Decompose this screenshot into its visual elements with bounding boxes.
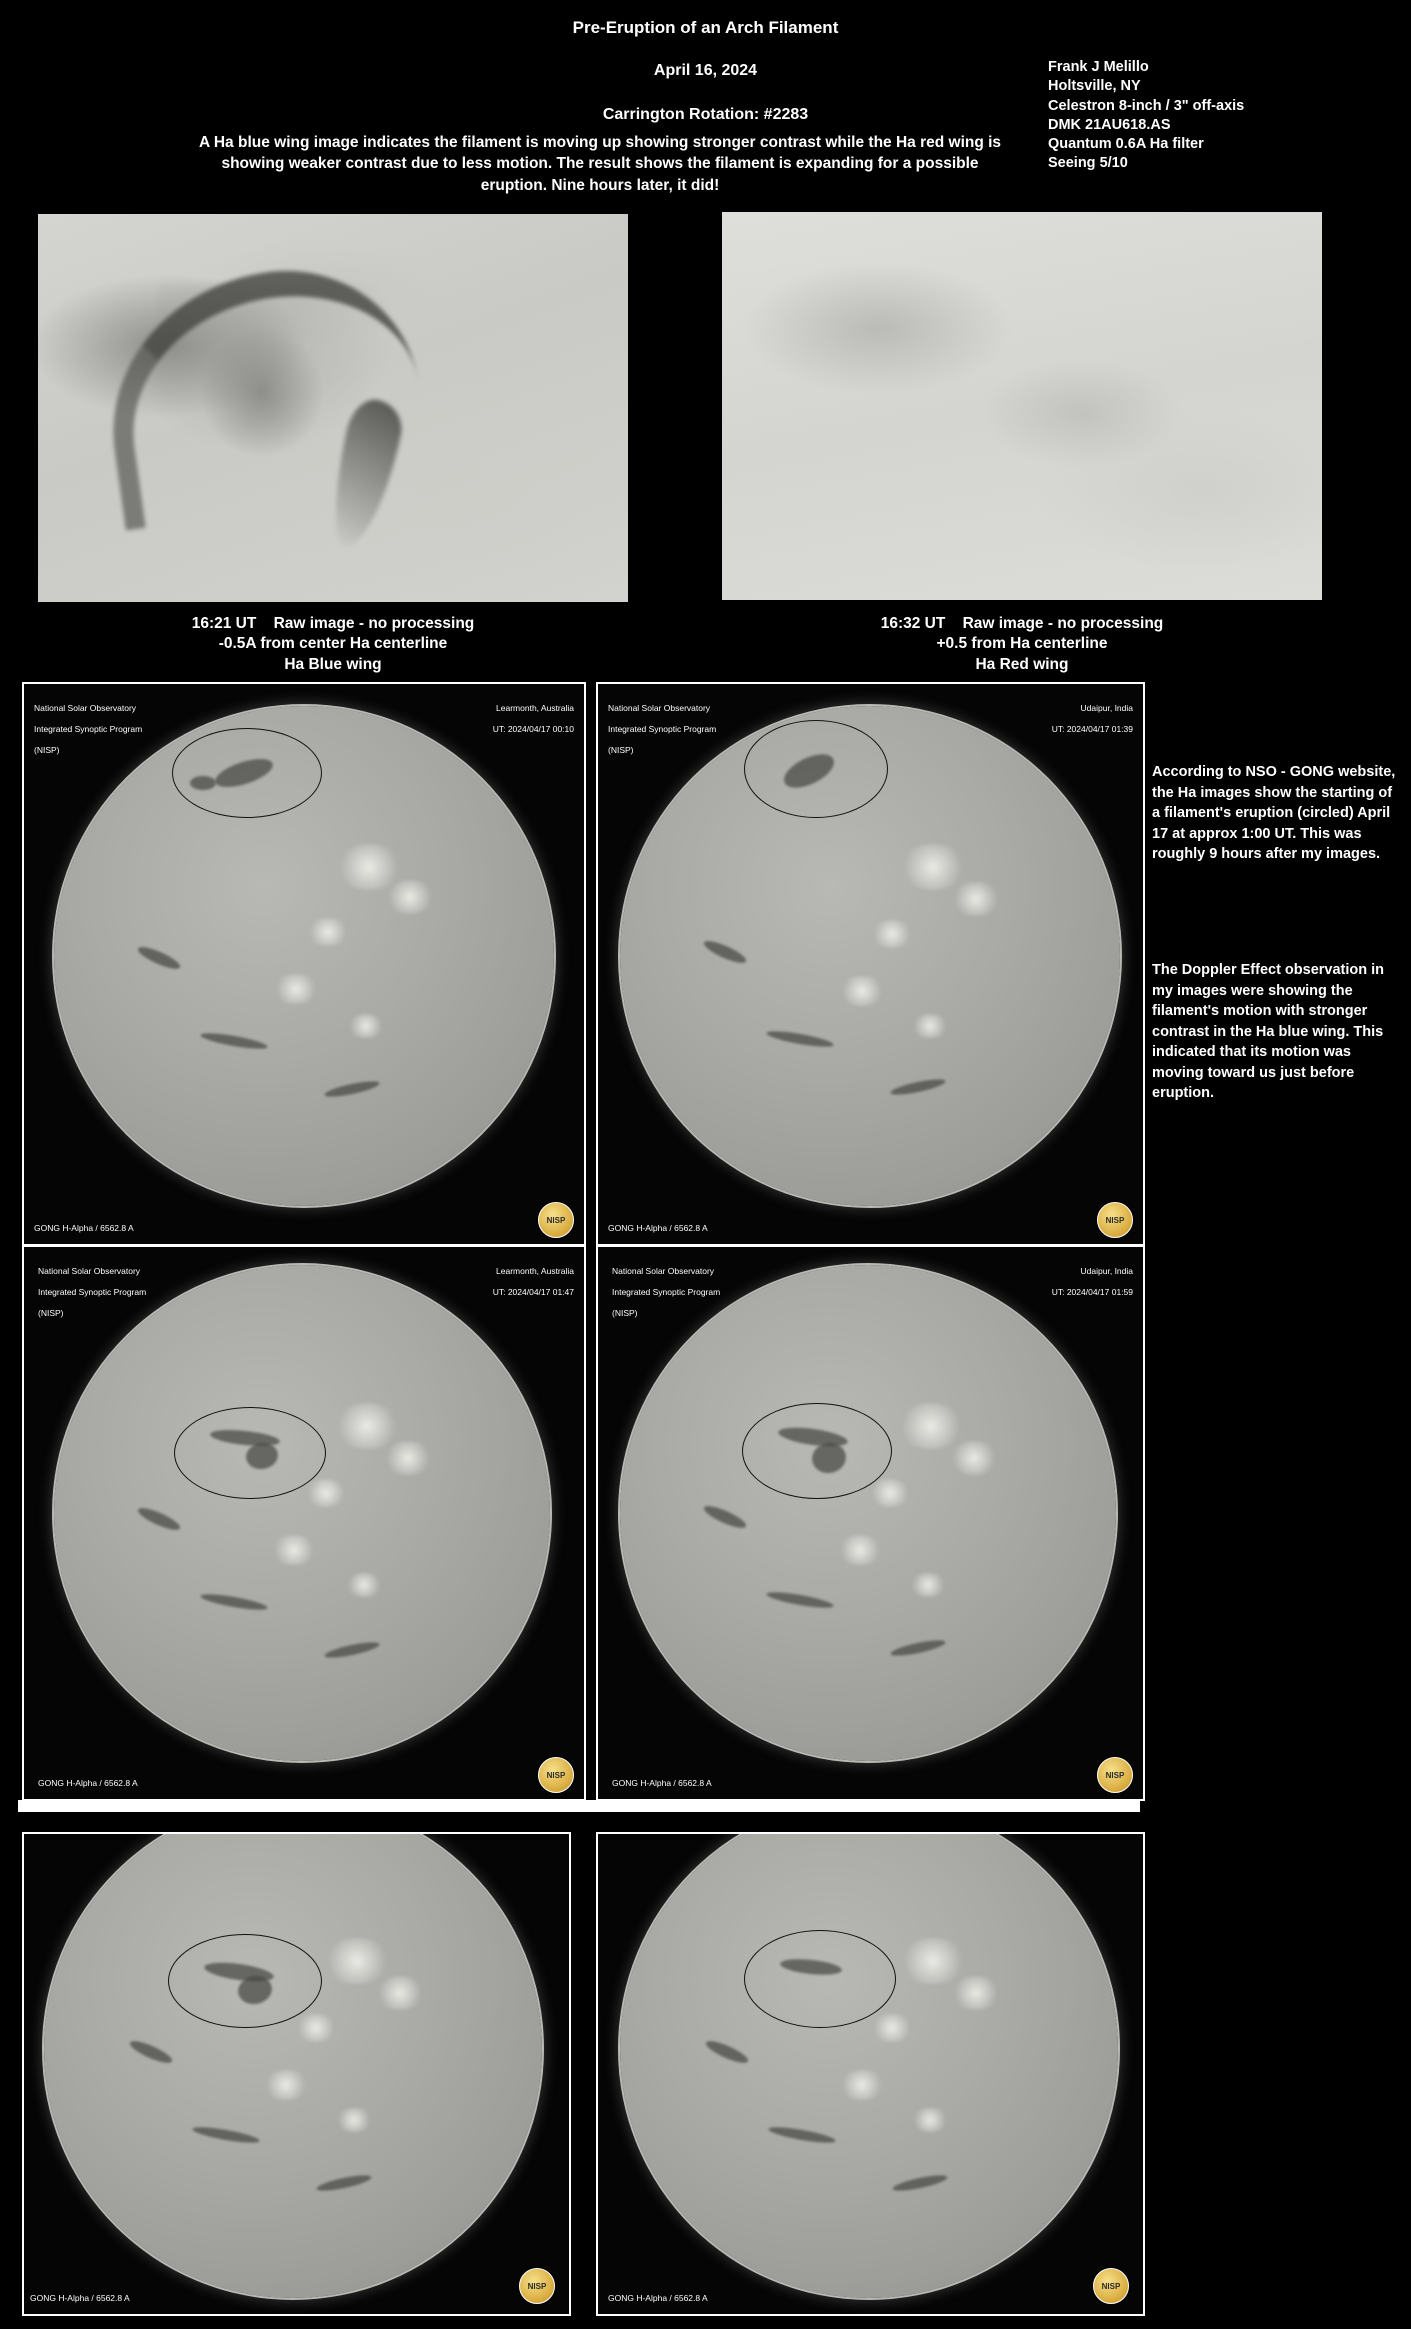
gong-footer-4: GONG H-Alpha / 6562.8 A <box>612 1778 712 1789</box>
plage-region <box>838 976 886 1006</box>
eruption-circle-marker <box>168 1934 322 2028</box>
gong-label-site-1 <box>493 692 574 735</box>
ut-timestamp: UT: 2024/04/17 01:39 <box>1051 723 1133 734</box>
observer-telescope: Celestron 8-inch / 3" off-axis <box>1048 97 1245 114</box>
gong-footer-6: GONG H-Alpha / 6562.8 A <box>608 2293 708 2304</box>
eruption-circle-marker <box>744 720 888 818</box>
plage-region <box>950 882 1002 916</box>
blue-wing-label: Ha Blue wing <box>284 655 382 673</box>
red-wing-solar-surface <box>722 212 1322 600</box>
plage-region <box>870 2014 914 2042</box>
plage-region <box>384 880 436 914</box>
blue-wing-processing: Raw image - no processing <box>273 615 475 632</box>
gong-label-observatory-4 <box>612 1255 720 1319</box>
side-note-doppler: The Doppler Effect observation in my images were showing the filament's motion with stronger contrast in the Ha blue wing. This indicated that its motion was moving toward us just before eruption. <box>1152 962 1385 1102</box>
plage-region <box>306 918 350 946</box>
gong-image-panel-5 <box>22 1832 571 2316</box>
observatory-name: National Solar Observatory <box>38 1265 141 1276</box>
program-acronym: (NISP) <box>608 745 634 756</box>
program-name: Integrated Synoptic Program <box>34 723 143 734</box>
plage-region <box>334 2108 374 2132</box>
gong-footer-2: GONG H-Alpha / 6562.8 A <box>608 1223 708 1234</box>
observatory-name: National Solar Observatory <box>34 702 137 713</box>
blue-wing-solar-surface <box>38 214 628 602</box>
observer-seeing: Seeing 5/10 <box>1048 155 1128 172</box>
plage-region <box>294 2014 338 2042</box>
red-wing-offset: +0.5 from Ha centerline <box>936 635 1108 653</box>
eruption-circle-marker <box>744 1930 896 2028</box>
plage-region <box>344 1573 384 1597</box>
description-text: A Ha blue wing image indicates the filament is moving up showing stronger contrast while the Ha red wing is showing weaker contrast due to less motion. The result shows the filament is expanding for a possible eruption. Nine hours later, it did! <box>198 134 1002 194</box>
blue-wing-caption <box>38 614 628 675</box>
plage-region <box>304 1479 348 1507</box>
nisp-badge-icon: NISP <box>538 1757 574 1793</box>
gong-footer-3: GONG H-Alpha / 6562.8 A <box>38 1778 138 1789</box>
red-wing-time: 16:32 UT <box>880 615 946 632</box>
carrington-rotation: Carrington Rotation: #2283 <box>602 106 809 123</box>
plage-region <box>908 1573 948 1597</box>
nisp-badge-icon: NISP <box>1097 1757 1133 1793</box>
observatory-name: National Solar Observatory <box>608 702 711 713</box>
red-wing-caption <box>722 614 1322 675</box>
observer-info <box>1048 58 1244 174</box>
solar-disk-5 <box>44 1832 542 2298</box>
side-note-gong: According to NSO - GONG website, the Ha images show the starting of a filament's eruption (circled) April 17 at approx 1:00 UT. This was roughly 9 hours after my images. <box>1152 764 1396 863</box>
gong-panel-2-content <box>598 684 1143 1244</box>
plage-region <box>948 1441 1000 1475</box>
ut-timestamp: UT: 2024/04/17 01:47 <box>492 1286 574 1297</box>
gong-panel-3-content <box>24 1247 584 1799</box>
observer-name: Frank J Melillo <box>1048 59 1149 75</box>
solar-disk-4 <box>620 1265 1116 1761</box>
solar-disk-6 <box>620 1832 1118 2298</box>
observer-filter: Quantum 0.6A Ha filter <box>1048 136 1204 153</box>
plage-region <box>910 2108 950 2132</box>
nisp-badge-icon: NISP <box>538 1202 574 1238</box>
gong-label-observatory-2 <box>608 692 716 756</box>
plage-region <box>836 1535 884 1565</box>
plage-region <box>322 1938 392 1984</box>
eruption-circle-marker <box>172 728 322 818</box>
plage-region <box>346 1014 386 1038</box>
program-name: Integrated Synoptic Program <box>38 1286 147 1297</box>
program-acronym: (NISP) <box>38 1308 64 1319</box>
nisp-badge-icon: NISP <box>1097 1202 1133 1238</box>
gong-label-observatory-1 <box>34 692 142 756</box>
nisp-badge-icon: NISP <box>519 2268 555 2304</box>
gong-image-panel-6 <box>596 1832 1145 2316</box>
solar-disk-3 <box>54 1265 550 1761</box>
plage-region <box>868 1479 912 1507</box>
gong-panel-5-content <box>24 1834 569 2314</box>
program-acronym: (NISP) <box>34 745 60 756</box>
plage-region <box>270 1535 318 1565</box>
red-wing-processing: Raw image - no processing <box>962 615 1164 632</box>
gong-label-site-3 <box>493 1255 574 1298</box>
plage-region <box>896 1403 966 1449</box>
page-title: Pre-Eruption of an Arch Filament <box>572 18 839 37</box>
observation-date: April 16, 2024 <box>653 62 758 79</box>
ut-timestamp: UT: 2024/04/17 00:10 <box>492 723 574 734</box>
program-name: Integrated Synoptic Program <box>612 1286 721 1297</box>
plage-region <box>898 1938 968 1984</box>
plage-region <box>262 2070 310 2100</box>
site-name: Udaipur, India <box>1080 1265 1133 1276</box>
plage-region <box>898 844 968 890</box>
observer-camera: DMK 21AU618.AS <box>1048 116 1171 133</box>
gong-footer-1: GONG H-Alpha / 6562.8 A <box>34 1223 134 1234</box>
gong-image-panel-3 <box>22 1245 586 1801</box>
plage-region <box>950 1976 1002 2010</box>
gong-footer-5: GONG H-Alpha / 6562.8 A <box>30 2293 130 2304</box>
plage-region <box>332 1403 402 1449</box>
gong-label-site-4 <box>1052 1255 1133 1298</box>
ha-red-wing-image <box>722 212 1322 600</box>
site-name: Udaipur, India <box>1080 702 1133 713</box>
blue-wing-offset: -0.5A from center Ha centerline <box>218 635 448 653</box>
plage-region <box>870 920 914 948</box>
program-acronym: (NISP) <box>612 1308 638 1319</box>
gong-panel-4-content <box>598 1247 1143 1799</box>
plage-region <box>382 1441 434 1475</box>
site-name: Learmonth, Australia <box>496 1265 574 1276</box>
eruption-circle-marker <box>742 1403 892 1499</box>
gong-label-observatory-3 <box>38 1255 146 1319</box>
gong-panel-1-content <box>24 684 584 1244</box>
red-wing-label: Ha Red wing <box>975 655 1069 673</box>
ha-blue-wing-image <box>38 214 628 602</box>
observatory-name: National Solar Observatory <box>612 1265 715 1276</box>
program-name: Integrated Synoptic Program <box>608 723 717 734</box>
eruption-circle-marker <box>174 1407 326 1499</box>
gong-label-site-2 <box>1052 692 1133 735</box>
observer-location: Holtsville, NY <box>1048 78 1141 95</box>
ut-timestamp: UT: 2024/04/17 01:59 <box>1051 1286 1133 1297</box>
nisp-badge-icon: NISP <box>1093 2268 1129 2304</box>
plage-region <box>838 2070 886 2100</box>
plage-region <box>910 1014 950 1038</box>
site-name: Learmonth, Australia <box>496 702 574 713</box>
gong-image-panel-4 <box>596 1245 1145 1801</box>
gong-image-panel-2 <box>596 682 1145 1246</box>
gong-image-panel-1 <box>22 682 586 1246</box>
plage-region <box>272 974 320 1004</box>
blue-wing-time: 16:21 UT <box>191 615 257 632</box>
section-divider <box>18 1800 1140 1812</box>
plage-region <box>374 1976 426 2010</box>
gong-panel-6-content <box>598 1834 1143 2314</box>
